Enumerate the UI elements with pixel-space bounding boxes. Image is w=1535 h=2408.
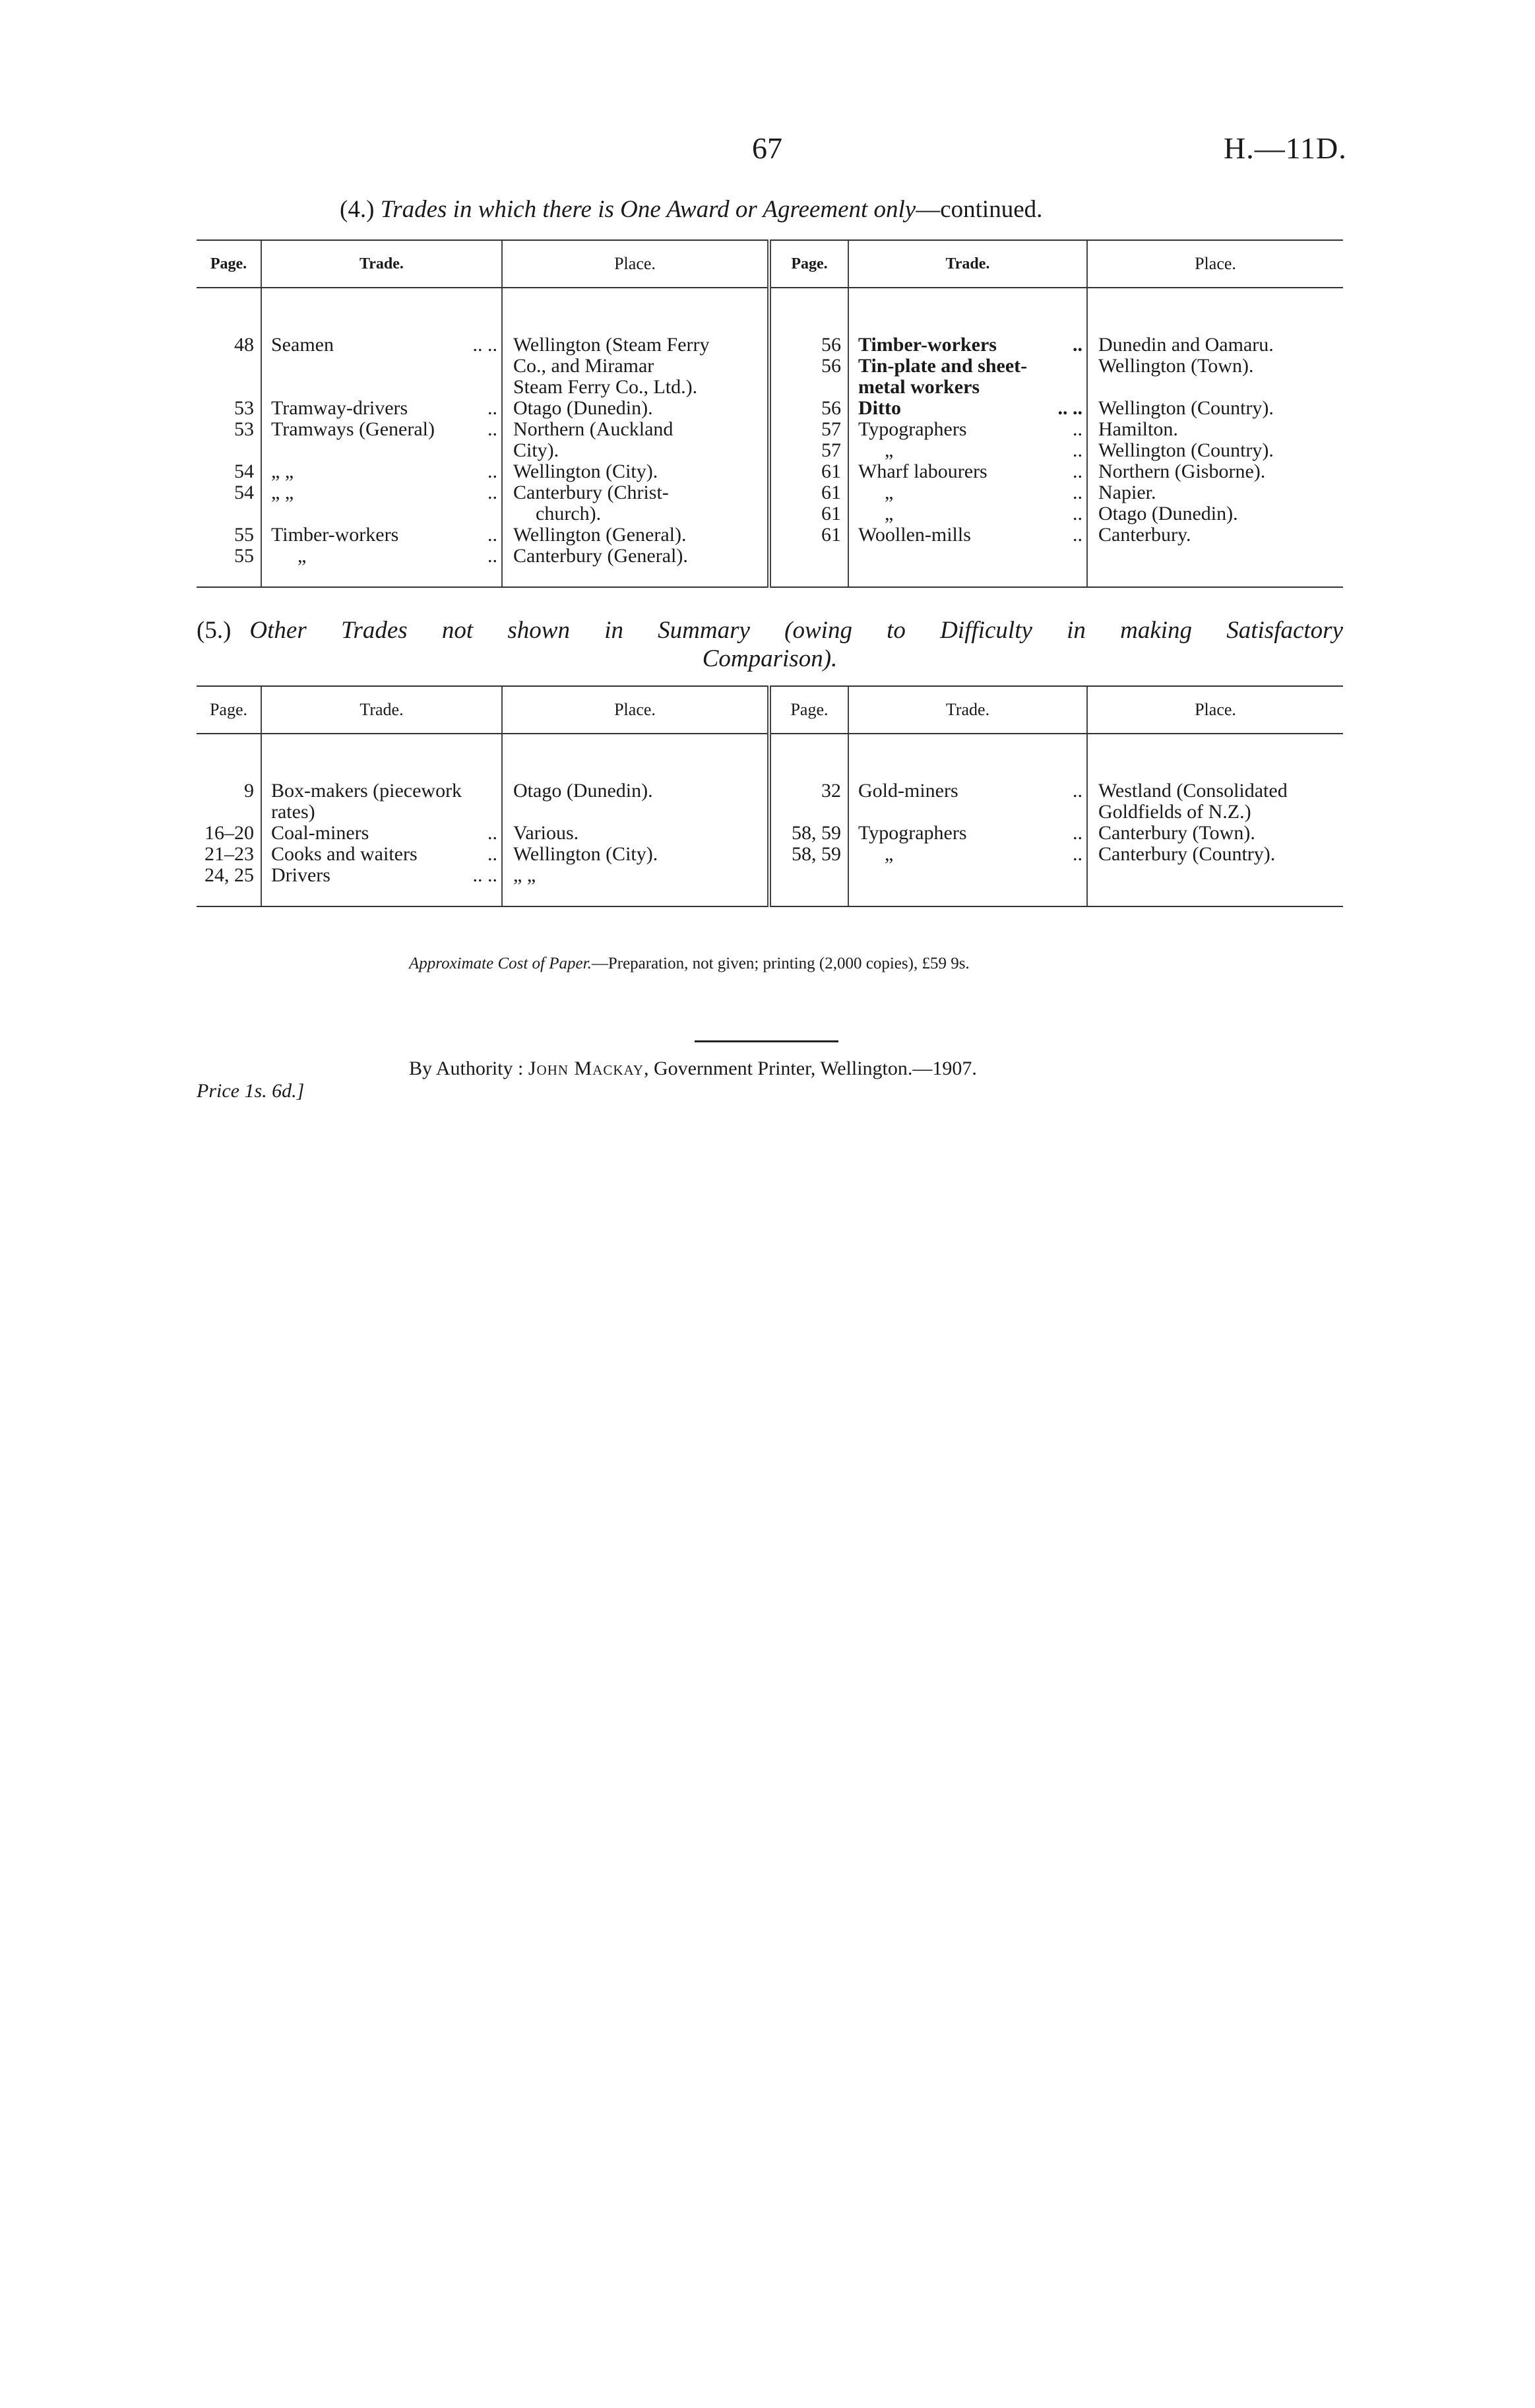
table-header-row [197,240,1343,288]
page-cell [769,503,848,524]
place-cell [502,461,769,482]
page-cell [197,461,261,482]
trade-cell [848,440,1087,461]
trade-cell [261,377,502,398]
place-cell [502,419,769,440]
section-5-title-prefix: (5.) [197,617,232,644]
leader-dots: .. [487,545,497,567]
column-header-page: Page. [769,686,848,734]
place-cell [1087,802,1343,823]
table-row [197,419,1343,440]
place-cell [1087,524,1343,546]
place-cell [502,377,769,398]
trade-cell [261,865,502,886]
leader-dots: .. [487,397,497,419]
place-text: Wellington (Country). [1098,439,1274,461]
place-cell [1087,482,1343,503]
page-cell [197,419,261,440]
page-cell [769,802,848,823]
section-4-table [197,239,1343,588]
page-cell [197,865,261,886]
section-4-title [340,195,1042,224]
trade-cell [848,503,1087,524]
page-text: 32 [821,780,841,802]
place-cell [1087,334,1343,356]
trade-text: Coal-miners [271,822,369,844]
column-header-trade: Trade. [261,686,502,734]
place-cell [1087,398,1343,419]
place-cell [502,802,769,823]
page-text: 58, 59 [792,822,841,844]
column-header-place: Place. [1087,240,1343,288]
page-text: 54 [234,460,254,482]
trade-text: „ „ [271,460,294,482]
column-header-place: Place. [1087,686,1343,734]
place-text: Canterbury (Country). [1098,843,1276,865]
place-text: Northern (Auckland [513,418,674,440]
page-text: 61 [821,482,841,503]
trade-text: Tramways (General) [271,418,435,440]
page-cell [197,398,261,419]
leader-dots: .. [487,418,497,440]
trade-cell [261,398,502,419]
table-header-row [197,686,1343,734]
place-cell [1087,377,1343,398]
trade-text: Woollen-mills [858,524,971,546]
page-text: 58, 59 [792,843,841,865]
page-number: 67 [752,131,782,165]
authority-suffix: , Government Printer, Wellington.—1907. [643,1058,977,1079]
table-row [197,524,1343,546]
trade-cell [848,844,1087,865]
section-5-title [197,616,1343,673]
place-text: Wellington (Town). [1098,355,1254,377]
trade-text: Gold-miners [858,780,958,802]
place-text: Various. [513,822,579,844]
trade-cell [261,802,502,823]
page-text: 61 [821,503,841,524]
place-cell [502,546,769,567]
section-5-table-body [197,734,1343,906]
page-text: 55 [234,524,254,546]
page-cell [197,377,261,398]
trade-cell [848,398,1087,419]
place-text: „ „ [513,864,536,886]
trade-text: Typographers [858,418,967,440]
leader-dots: .. [1073,822,1082,844]
place-cell [1087,461,1343,482]
page-cell [197,334,261,356]
place-cell [1087,823,1343,844]
column-header-page: Page. [769,240,848,288]
trade-text: Typographers [858,822,967,844]
page-cell [769,334,848,356]
page-cell [197,356,261,377]
place-text: Wellington (Steam Ferry [513,334,710,356]
leader-dots: .. [487,482,497,503]
page-cell [197,844,261,865]
table-row [197,546,1343,567]
trade-text: „ [885,843,894,865]
printer-authority-line [409,1058,977,1080]
place-text: church). [536,503,602,524]
place-text: Wellington (Country). [1098,397,1274,419]
trade-cell [261,419,502,440]
trade-cell [261,844,502,865]
place-cell [502,823,769,844]
place-text: Otago (Dunedin). [513,780,653,802]
page-cell [197,780,261,802]
leader-dots: .. [487,843,497,865]
place-cell [502,865,769,886]
leader-dots: .. [1073,460,1082,482]
place-text: Canterbury (General). [513,545,688,567]
page-text: 24, 25 [204,864,254,886]
section-5-title-italic-1: Other Trades not shown in Summary (owing to Difficulty in making Satisfactory [249,617,1343,644]
table-row [197,823,1343,844]
page-text: 48 [234,334,254,356]
table-row [197,780,1343,802]
trade-text: „ [298,545,307,567]
place-text: Napier. [1098,482,1156,503]
trade-text: Drivers [271,864,330,886]
trade-text: Box-makers (piecework [271,780,462,802]
table-row [197,482,1343,503]
page-text: 16–20 [204,822,254,844]
place-cell [502,440,769,461]
place-text: Canterbury. [1098,524,1191,546]
place-text: Otago (Dunedin). [1098,503,1238,524]
document-code: H.—11D. [1224,131,1347,165]
page-text: 56 [821,397,841,419]
cost-of-paper-label: Approximate Cost of Paper. [409,955,592,972]
leader-dots: .. [487,822,497,844]
section-4-title-italic: Trades in which there is One Award or Agreement only [380,196,916,223]
page-text: 57 [821,418,841,440]
trade-cell [848,546,1087,567]
page-cell [769,780,848,802]
price-note: Price 1s. 6d.] [197,1080,305,1102]
column-header-page: Page. [197,686,261,734]
page-cell [769,823,848,844]
page-text: 53 [234,397,254,419]
trade-text: Tramway-drivers [271,397,408,419]
trade-cell [848,334,1087,356]
table-row [197,334,1343,356]
trade-cell [261,356,502,377]
leader-dots: .. [1073,439,1082,461]
place-cell [502,482,769,503]
place-cell [502,524,769,546]
column-header-place: Place. [502,686,769,734]
page-text: 54 [234,482,254,503]
trade-cell [848,419,1087,440]
page-text: 56 [821,334,841,356]
trade-text: Ditto [858,397,901,419]
place-text: Steam Ferry Co., Ltd.). [513,376,698,398]
trade-text: „ [885,439,894,461]
trade-cell [261,440,502,461]
place-cell [502,356,769,377]
trade-cell [848,482,1087,503]
place-cell [1087,440,1343,461]
page-cell [769,398,848,419]
trade-cell [261,503,502,524]
trade-cell [848,865,1087,886]
trade-text: „ [885,482,894,503]
footer-rule [695,1040,838,1042]
place-cell [1087,780,1343,802]
page-cell [769,419,848,440]
printer-name: John Mackay [528,1058,644,1079]
page-cell [197,546,261,567]
leader-dots: .. [1073,418,1082,440]
trade-cell [848,377,1087,398]
page-text: 57 [821,439,841,461]
section-4-title-prefix: (4.) [340,196,375,223]
place-text: Dunedin and Oamaru. [1098,334,1274,356]
place-text: Canterbury (Town). [1098,822,1255,844]
place-text: City). [513,439,559,461]
section-5-title-line-1 [197,616,1343,645]
place-text: Co., and Miramar [513,355,654,377]
trade-text: Timber-workers [858,334,997,356]
page-text: 9 [244,780,254,802]
page-text: 56 [821,355,841,377]
section-4-title-suffix: —continued. [916,196,1043,223]
leader-dots: .. [487,460,497,482]
trade-text: Seamen [271,334,334,356]
place-cell [1087,503,1343,524]
page-text: 55 [234,545,254,567]
table-row [197,398,1343,419]
place-text: Northern (Gisborne). [1098,460,1266,482]
section-4-table-body [197,288,1343,587]
authority-prefix: By Authority : [409,1058,528,1079]
trade-cell [261,546,502,567]
trade-cell [261,823,502,844]
page-text: 61 [821,524,841,546]
place-text: Wellington (City). [513,843,658,865]
page-cell [769,377,848,398]
place-cell [502,398,769,419]
page-cell [197,823,261,844]
leader-dots: .. [1073,334,1082,356]
leader-dots: .. .. [1057,397,1082,419]
trade-cell [848,356,1087,377]
place-cell [1087,844,1343,865]
place-text: Otago (Dunedin). [513,397,653,419]
table-row [197,377,1343,398]
leader-dots: .. [1073,524,1082,546]
page-cell [197,524,261,546]
page-cell [197,482,261,503]
page-cell [769,440,848,461]
place-cell [502,844,769,865]
leader-dots: .. [1073,482,1082,503]
place-text: Canterbury (Christ- [513,482,669,503]
column-header-place: Place. [502,240,769,288]
trade-text: metal workers [858,376,980,398]
page-cell [769,356,848,377]
table-row [197,802,1343,823]
section-5-title-italic-2: Comparison). [702,645,838,672]
trade-cell [261,482,502,503]
leader-dots: .. [1073,843,1082,865]
page-cell [197,440,261,461]
place-text: Wellington (General). [513,524,687,546]
column-header-page: Page. [197,240,261,288]
trade-cell [848,461,1087,482]
page-text: 53 [234,418,254,440]
table-row [197,356,1343,377]
place-cell [1087,419,1343,440]
page-text: 61 [821,460,841,482]
page-cell [769,482,848,503]
section-5-table [197,685,1343,907]
page-cell [769,546,848,567]
leader-dots: .. [1073,780,1082,802]
page-cell [769,461,848,482]
table-row [197,440,1343,461]
leader-dots: .. [1073,503,1082,524]
page-cell [197,503,261,524]
table-row [197,503,1343,524]
column-header-trade: Trade. [848,240,1087,288]
cost-of-paper-text: —Preparation, not given; printing (2,000 copies), £59 9s. [591,955,970,972]
column-header-trade: Trade. [261,240,502,288]
trade-cell [848,524,1087,546]
place-cell [1087,356,1343,377]
trade-cell [261,461,502,482]
table-row [197,844,1343,865]
trade-cell [261,524,502,546]
page-text: 21–23 [204,843,254,865]
trade-cell [848,802,1087,823]
page-cell [769,865,848,886]
trade-text: „ [885,503,894,524]
trade-cell [261,780,502,802]
place-text: Goldfields of N.Z.) [1098,801,1251,823]
trade-text: Tin-plate and sheet- [858,355,1028,377]
page-cell [197,802,261,823]
trade-text: Wharf labourers [858,460,987,482]
trade-text: rates) [271,801,315,823]
place-cell [1087,865,1343,886]
place-text: Wellington (City). [513,460,658,482]
cost-of-paper-line [409,955,970,973]
leader-dots: .. .. [472,334,497,356]
page-cell [769,844,848,865]
trade-cell [261,334,502,356]
table-row [197,865,1343,886]
place-cell [1087,546,1343,567]
page-cell [769,524,848,546]
leader-dots: .. [487,524,497,546]
leader-dots: .. .. [472,864,497,886]
place-cell [502,503,769,524]
place-cell [502,780,769,802]
place-text: Hamilton. [1098,418,1178,440]
trade-cell [848,780,1087,802]
table-row [197,461,1343,482]
trade-cell [848,823,1087,844]
trade-text: Timber-workers [271,524,399,546]
place-text: Westland (Consolidated [1098,780,1288,802]
column-header-trade: Trade. [848,686,1087,734]
trade-text: „ „ [271,482,294,503]
place-cell [502,334,769,356]
trade-text: Cooks and waiters [271,843,418,865]
